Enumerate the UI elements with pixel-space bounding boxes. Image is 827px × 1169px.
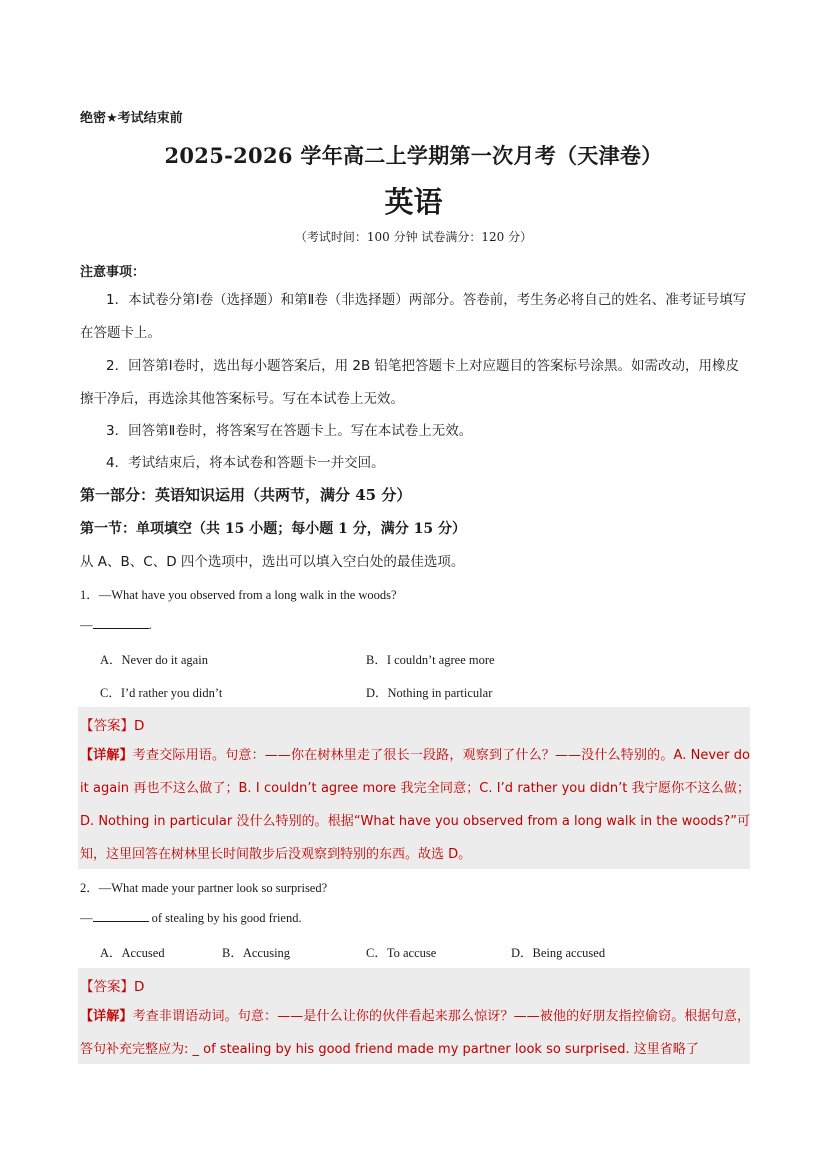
- answer-detail: [80, 739, 750, 871]
- notice-item: 4．考试结束后，将本试卷和答题卡一并交回。: [106, 455, 385, 471]
- answer-blank: [93, 910, 149, 922]
- notice-item: 2．回答第Ⅰ卷时，选出每小题答案后，用 2B 铅笔把答题卡上对应题目的答案标号涂黑。如需改动，用橡皮擦干净后，再选涂其他答案标号。写在本试卷上无效。: [80, 358, 740, 407]
- reply-suffix: .: [148, 618, 152, 632]
- option-c: C．I’d rather you didn’t: [100, 686, 223, 700]
- option-c: C．To accuse: [366, 946, 437, 960]
- notice-item: 3．回答第Ⅱ卷时，将答案写在答题卡上。写在本试卷上无效。: [106, 423, 473, 439]
- section-instruction: 从 A、B、C、D 四个选项中，选出可以填入空白处的最佳选项。: [80, 554, 465, 570]
- reply-suffix: of stealing by his good friend.: [148, 911, 302, 925]
- reply-dash: —: [80, 618, 93, 632]
- subsection-heading: 第一节：单项填空（共 15 小题；每小题 1 分，满分 15 分）: [80, 521, 466, 537]
- option-d: D．Nothing in particular: [366, 686, 493, 700]
- question-stem: 1．—What have you observed from a long walk in the woods?: [80, 588, 397, 602]
- exam-title: 2025-2026 学年高二上学期第一次月考（天津卷）: [164, 143, 663, 168]
- question-reply: [80, 910, 302, 926]
- detail-text: 考查交际用语。句意：——你在树林里走了很长一段路，观察到了什么？——没什么特别的。A. Never do it again 再也不这么做了；B. I couldn’t agree more 我完全同意；C. I’d rather you didn’t 我宁愿你不这么做；D. Nothing in particular 没什么特别的。根据“What have you observed from a long walk in the woods?”可知，这里回答在树林里长时间散步后没观察到特别的东西。故选 D。: [80, 748, 750, 862]
- reply-dash: —: [80, 911, 93, 925]
- notice-heading: 注意事项：: [80, 265, 146, 280]
- secret-mark: 绝密★考试结束前: [80, 111, 183, 126]
- option-b: B．I couldn’t agree more: [366, 653, 495, 667]
- option-b: B．Accusing: [222, 946, 291, 960]
- question-reply: [80, 617, 152, 633]
- detail-text: 考查非谓语动词。句意：——是什么让你的伙伴看起来那么惊讶？——被他的好朋友指控偷窃。根据句意，答句补充完整应为: _ of stealing by his good friend made my partner look so surprised. 这里省略了: [80, 1009, 750, 1057]
- detail-label: 【详解】: [80, 748, 133, 763]
- notice-item: 1．本试卷分第Ⅰ卷（选择题）和第Ⅱ卷（非选择题）两部分。答卷前，考生务必将自己的姓名、准考证号填写在答题卡上。: [80, 292, 747, 341]
- option-a: A．Accused: [100, 946, 165, 960]
- option-a: A．Never do it again: [100, 653, 208, 667]
- question-stem: 2．—What made your partner look so surprised?: [80, 881, 328, 895]
- answer-detail: [80, 1000, 750, 1066]
- option-d: D．Being accused: [511, 946, 606, 960]
- detail-label: 【详解】: [80, 1009, 133, 1024]
- answer-label: 【答案】D: [80, 979, 145, 995]
- answer-label: 【答案】D: [80, 718, 145, 734]
- answer-blank: [93, 617, 149, 629]
- exam-info: （考试时间：100 分钟 试卷满分：120 分）: [294, 230, 533, 244]
- subject-title: 英语: [384, 185, 443, 219]
- section-heading: 第一部分：英语知识运用（共两节，满分 45 分）: [80, 486, 412, 504]
